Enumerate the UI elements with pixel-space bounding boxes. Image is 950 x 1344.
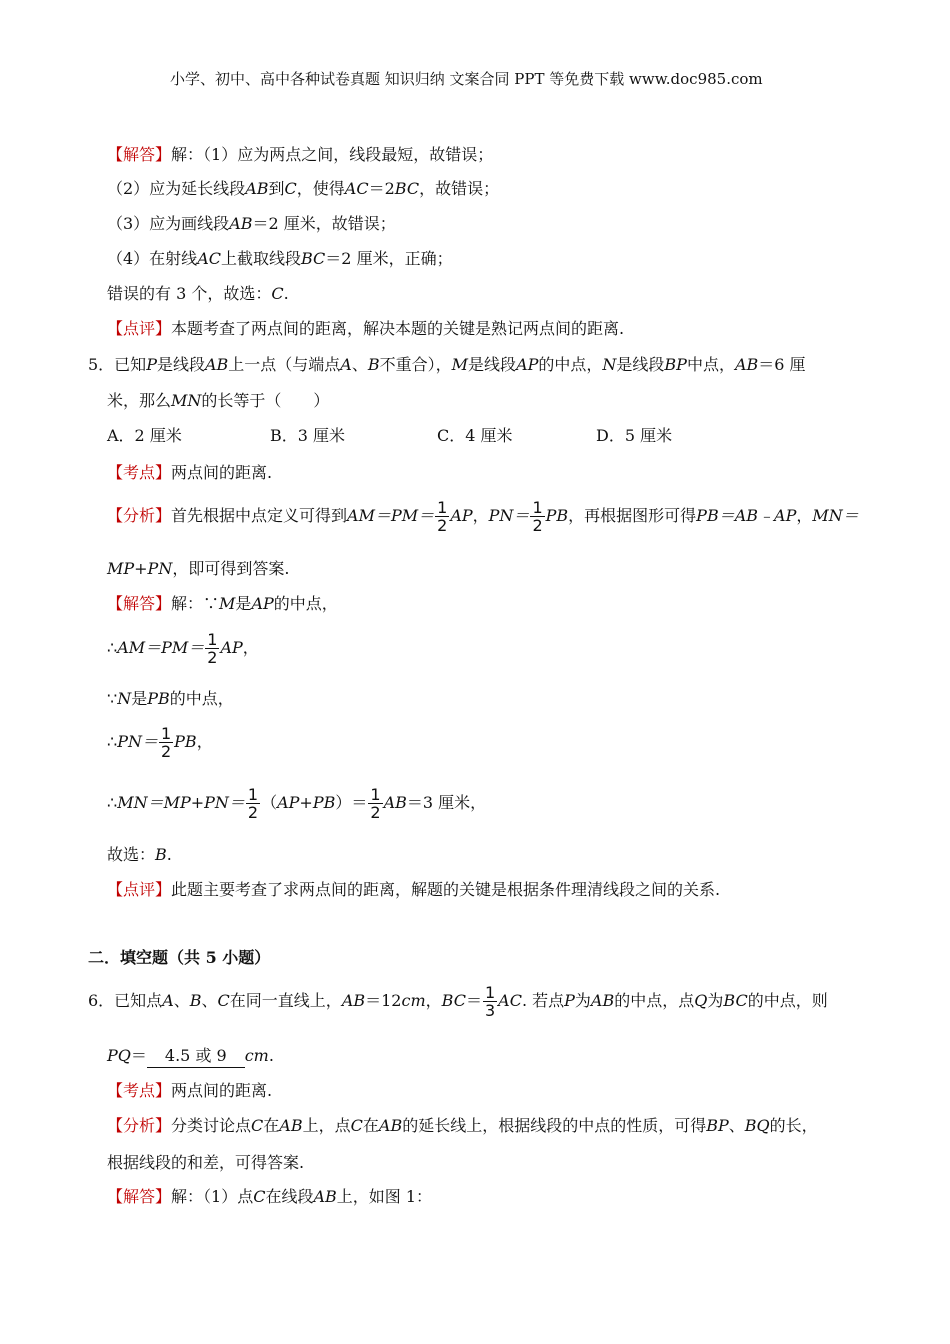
q5-option-d: D．5 厘米 [596, 426, 673, 445]
kaodian-tag: 【考点】 [107, 463, 172, 482]
kaodian-tag: 【考点】 [107, 1081, 172, 1100]
comment-tag: 【点评】 [107, 880, 172, 899]
q5-solution-line4: ∴PN＝ $\frac{1}{2}$ PB， [107, 724, 213, 761]
fenxi-tag: 【分析】 [107, 1116, 172, 1135]
q4-solution-line3: （3）应为画线段AB＝2 厘米，故错误； [107, 214, 396, 233]
q6-fenxi-line1: 【分析】分类讨论点C在AB上，点C在AB的延长线上，根据线段的中点的性质，可得BP、BQ的长， [107, 1116, 818, 1135]
q5-fenxi-line1: 【分析】首先根据中点定义可得到AM＝PM＝ $\frac{1}{2}$ AP，PN＝ $\frac{1}{2}$ PB，再根据图形可得PB＝AB﹣AP，MN＝ [107, 498, 859, 535]
fraction-one-half: $\frac{1}{2}$ [532, 498, 543, 535]
fraction-one-half: $\frac{1}{2}$ [247, 785, 259, 822]
q5-kaodian: 【考点】两点间的距离. [107, 463, 273, 482]
q4-solution-line1: 【解答】解：（1）应为两点之间，线段最短，故错误； [107, 145, 494, 164]
answer-tag: 【解答】 [107, 1187, 172, 1206]
q4-solution-line2: （2）应为延长线段AB到C，使得AC＝2BC，故错误； [107, 179, 500, 198]
q4-solution-line5: 错误的有 3 个，故选：C. [107, 284, 289, 303]
answer-tag: 【解答】 [107, 594, 172, 613]
fraction-one-half: $\frac{1}{2}$ [207, 630, 218, 667]
q6-fenxi-line2: 根据线段的和差，可得答案. [107, 1153, 305, 1172]
q4-comment: 【点评】本题考查了两点间的距离，解决本题的关键是熟记两点间的距离. [107, 319, 625, 338]
q5-stem-line2: 米，那么MN的长等于（ ） [107, 391, 330, 410]
q5-option-c: C．4 厘米 [437, 426, 513, 445]
q6-stem-line2: PQ＝ 4.5 或 9 cm. [107, 1045, 274, 1068]
q5-option-a: A．2 厘米 [107, 426, 182, 445]
q5-option-b: B．3 厘米 [270, 426, 346, 445]
q5-solution-line1: 【解答】解：∵M是AP的中点， [107, 594, 338, 613]
fraction-one-third: $\frac{1}{3}$ [484, 983, 496, 1020]
fraction-one-half: $\frac{1}{2}$ [370, 785, 381, 822]
fraction-one-half: $\frac{1}{2}$ [160, 724, 172, 761]
page-header: 小学、初中、高中各种试卷真题 知识归纳 文案合同 PPT 等免费下载 www.doc985.com [170, 70, 763, 88]
q6-kaodian: 【考点】两点间的距离. [107, 1081, 273, 1100]
comment-tag: 【点评】 [107, 319, 172, 338]
q5-solution-line5: ∴MN＝MP+PN＝ $\frac{1}{2}$ （AP+PB）＝ $\frac{1}{2}$ AB＝3 厘米， [107, 785, 487, 822]
q5-comment: 【点评】此题主要考查了求两点间的距离，解题的关键是根据条件理清线段之间的关系. [107, 880, 721, 899]
section-title: 二．填空题（共 5 小题） [88, 948, 271, 967]
q6-solution-line1: 【解答】解：（1）点C在线段AB上，如图 1： [107, 1187, 433, 1206]
answer-tag: 【解答】 [107, 145, 172, 164]
q5-solution-line3: ∵N是PB的中点， [107, 689, 234, 708]
answer-blank: 4.5 或 9 [147, 1045, 245, 1068]
q5-fenxi-line2: MP+PN，即可得到答案. [107, 559, 290, 578]
q4-solution-line4: （4）在射线AC上截取线段BC＝2 厘米，正确； [107, 249, 453, 268]
q5-stem-line1: 5．已知P是线段AB上一点（与端点A、B不重合），M是线段AP的中点，N是线段BP中点，AB＝6 厘 [88, 355, 806, 374]
fenxi-tag: 【分析】 [107, 506, 172, 525]
fraction-one-half: $\frac{1}{2}$ [437, 498, 448, 535]
q5-solution-line6: 故选：B. [107, 845, 172, 864]
q6-stem-line1: 6．已知点A、B、C在同一直线上，AB＝12cm，BC＝ $\frac{1}{3}$ AC. 若点P为AB的中点，点Q为BC的中点，则 [88, 983, 828, 1020]
q5-solution-line2: ∴AM＝PM＝ $\frac{1}{2}$ AP， [107, 630, 259, 667]
